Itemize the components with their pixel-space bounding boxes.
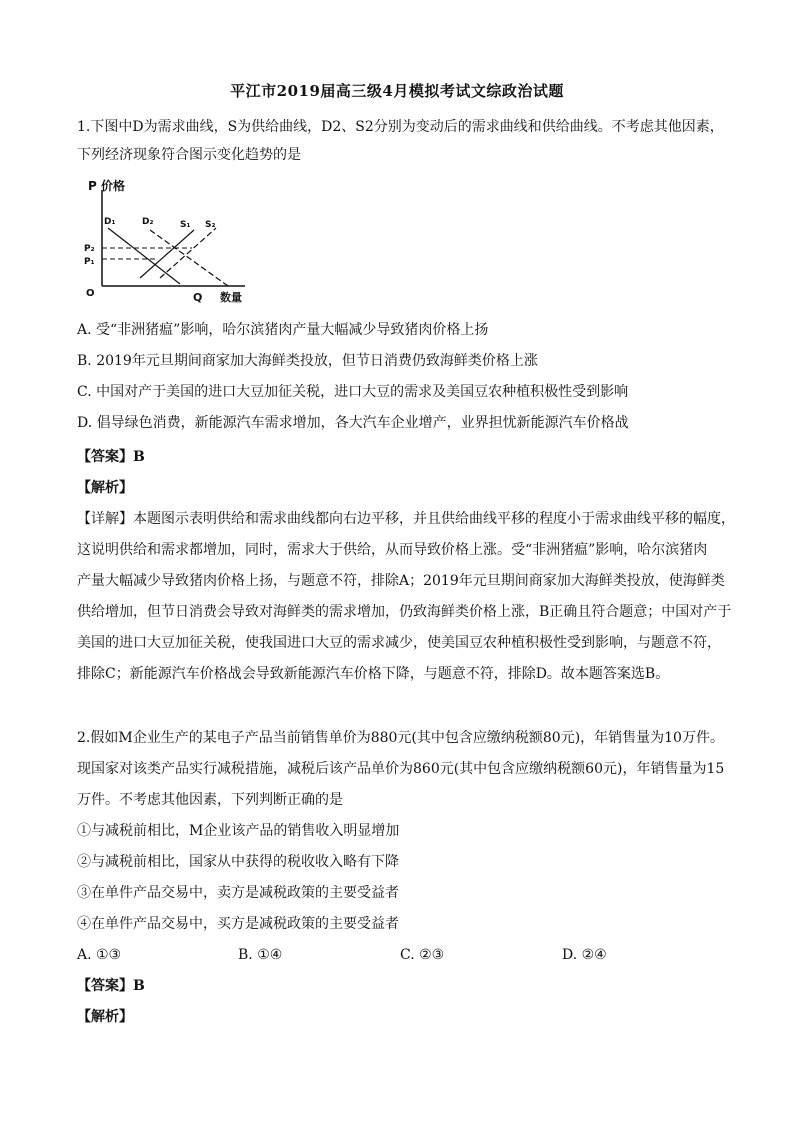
q1-analysis-line-3: 产量大幅减少导致猪肉价格上扬，与题意不符，排除A；2019年元旦期间商家加大海鲜类投放，使海鲜类 (77, 573, 725, 589)
q2-option-c: C. ②③ (400, 947, 445, 963)
s1-label: S₁ (180, 220, 191, 230)
q1-stem-line-2: 下列经济现象符合图示变化趋势的是 (77, 147, 301, 163)
page-title: 平江市2019届高三级4月模拟考试文综政治试题 (230, 82, 564, 100)
d2-label: D₂ (142, 217, 154, 227)
s2-label: S₂ (205, 220, 216, 230)
p1-label: P₁ (84, 257, 95, 267)
origin-label: O (86, 288, 95, 299)
demand-curve-d1 (108, 228, 180, 284)
q2-statement-3: ③在单件产品交易中，卖方是减税政策的主要受益者 (77, 885, 399, 901)
q2-statement-2: ②与减税前相比，国家从中获得的税收收入略有下降 (77, 854, 399, 870)
q-label: Q (193, 291, 203, 304)
q2-statement-4: ④在单件产品交易中，买方是减税政策的主要受益者 (77, 916, 399, 932)
q2-stem-line-1: 2.假如M企业生产的某电子产品当前销售单价为880元(其中包含应缴纳税额80元)，年销售量为10万件。 (77, 730, 724, 746)
q1-analysis-line-6: 排除C；新能源汽车价格战会导致新能源汽车价格下降，与题意不符，排除D。故本题答案选B。 (77, 666, 670, 682)
y-axis-label: P 价格 (88, 179, 125, 193)
x-axis-label: 数量 (220, 291, 242, 304)
q2-analysis-label: 【解析】 (77, 1009, 133, 1025)
q1-analysis-label: 【解析】 (77, 480, 133, 496)
q1-option-d: D. 倡导绿色消费，新能源汽车需求增加，各大汽车企业增产，业界担忧新能源汽车价格战 (77, 415, 629, 431)
q2-statement-1: ①与减税前相比，M企业该产品的销售收入明显增加 (77, 823, 400, 839)
q2-stem-line-3: 万件。不考虑其他因素，下列判断正确的是 (77, 792, 343, 808)
q1-option-a: A. 受“非洲猪瘟”影响，哈尔滨猪肉产量大幅减少导致猪肉价格上扬 (77, 322, 489, 338)
q1-analysis-line-1: 【详解】本题图示表明供给和需求曲线都向右边平移，并且供给曲线平移的程度小于需求曲线平移的幅度， (77, 511, 735, 527)
q1-analysis-line-2: 这说明供给和需求都增加，同时，需求大于供给，从而导致价格上涨。受“非洲猪瘟”影响，哈尔滨猪肉 (77, 542, 708, 558)
p2-label: P₂ (84, 244, 95, 254)
q1-answer: 【答案】B (77, 449, 145, 465)
q2-stem-line-2: 现国家对该类产品实行减税措施，减税后该产品单价为860元(其中包含应缴纳税额60元)，年销售量为15 (77, 761, 725, 777)
q1-analysis-line-5: 美国的进口大豆加征关税，使我国进口大豆的需求减少，使美国豆农种植积极性受到影响，与题意不符， (77, 635, 721, 651)
q2-answer: 【答案】B (77, 978, 145, 994)
q1-analysis-line-4: 供给增加，但节日消费会导致对海鲜类的需求增加，仍致海鲜类价格上涨，B正确且符合题意；中国对产于 (77, 604, 732, 620)
q1-stem-line-1: 1.下图中D为需求曲线，S为供给曲线，D2、S2分别为变动后的需求曲线和供给曲线。不考虑其他因素， (77, 119, 724, 135)
q1-option-b: B. 2019年元旦期间商家加大海鲜类投放，但节日消费仍致海鲜类价格上涨 (77, 353, 538, 369)
q2-option-a: A. ①③ (77, 947, 122, 963)
d1-label: D₁ (104, 217, 116, 227)
q2-option-b: B. ①④ (238, 947, 283, 963)
supply-demand-diagram (80, 172, 260, 306)
supply-curve-s1 (140, 230, 194, 278)
q2-option-d: D. ②④ (562, 947, 607, 963)
q1-option-c: C. 中国对产于美国的进口大豆加征关税，进口大豆的需求及美国豆农种植积极性受到影响 (77, 384, 629, 400)
